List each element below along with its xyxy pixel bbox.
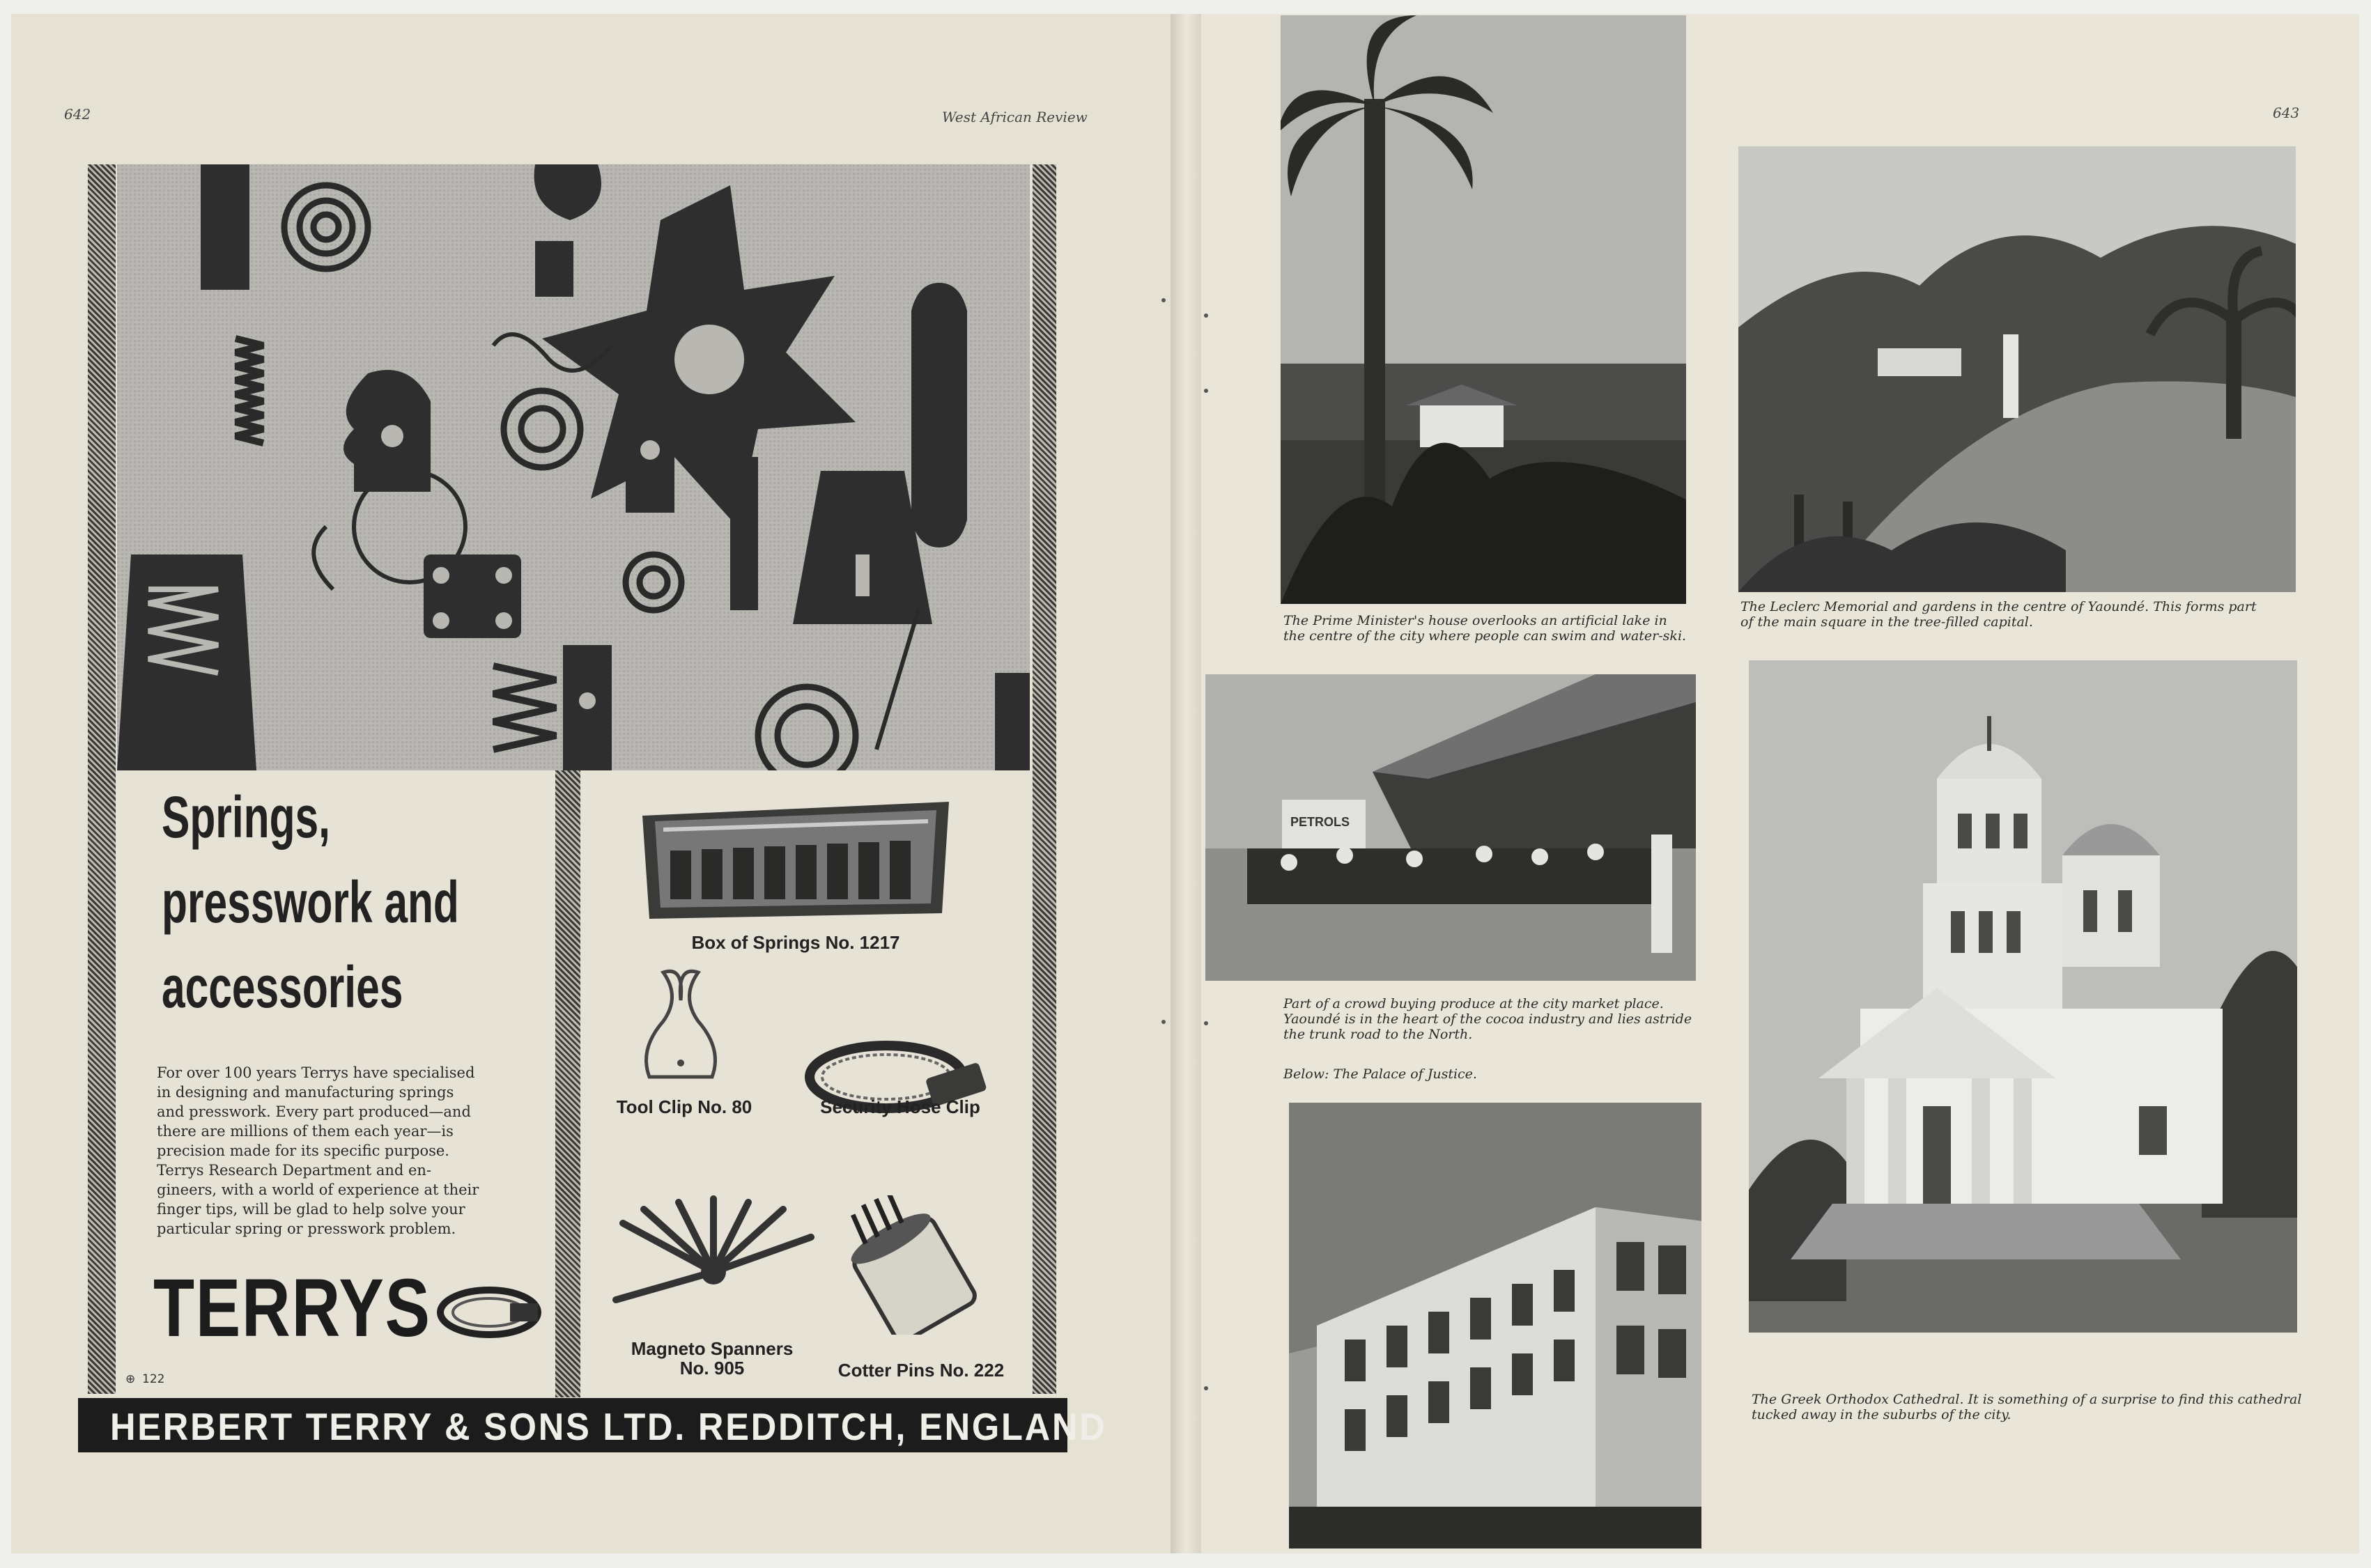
ad-headline-line-3: accessories [162,954,403,1020]
right-page-number: 643 [2273,104,2300,121]
ad-body-line: finger tips, will be glad to help solve your [157,1201,465,1218]
photo-leclerc-memorial [1738,146,2296,592]
photo-palace-of-justice [1289,1103,1701,1548]
caption-palace-intro: Below: The Palace of Justice. [1283,1066,1477,1082]
springs-collage-image [117,164,1030,770]
leclerc-memorial-scene [1738,146,2296,592]
magneto-spanners-label-line-1: Magneto Spanners [631,1338,794,1359]
ad-body-line: particular spring or presswork problem. [157,1220,456,1237]
binding-dot [1204,1386,1208,1390]
prime-minister-house-scene [1281,15,1686,604]
cotter-pins-label: Cotter Pins No. 222 [837,1360,1005,1381]
caption-line: the centre of the city where people can swim and water-ski. [1283,628,1687,644]
palace-of-justice-scene [1289,1103,1701,1548]
photo-prime-minister-house [1281,15,1686,604]
tool-clip-label: Tool Clip No. 80 [616,1096,752,1117]
ad-body-line: For over 100 years Terrys have specialised [157,1064,475,1081]
book-gutter [1171,14,1201,1553]
ad-left-border [88,164,116,1394]
caption-city-market [1283,996,1692,1042]
ad-body-line: there are millions of them each year—is [157,1123,454,1140]
hose-clip-logo-icon [433,1279,545,1345]
magneto-spanners-label [621,1339,803,1378]
ad-headline-line-1: Springs, [162,784,330,850]
cotter-pins-tin-image [837,1195,991,1335]
caption-line: The Prime Minister's house overlooks an artificial lake in [1283,613,1667,628]
binding-dot [1204,1021,1208,1025]
caption-line: tucked away in the suburbs of the city. [1752,1407,2011,1422]
caption-greek-orthodox-cathedral [1752,1392,2301,1422]
city-market-scene [1205,674,1696,981]
photo-city-market [1205,674,1696,981]
ad-headline-line-2: presswork and [162,869,459,935]
left-page-number: 642 [64,106,91,123]
ad-code-marker-icon: ⊕ [125,1372,136,1386]
ad-right-border [1033,164,1056,1394]
ad-body-line: gineers, with a world of experience at their [157,1181,479,1198]
caption-line: Part of a crowd buying produce at the city market place. [1283,996,1664,1011]
ad-code: 122 [142,1372,165,1386]
box-of-springs-image [635,795,956,920]
caption-line: The Greek Orthodox Cathedral. It is something of a surprise to find this cathedral [1752,1392,2302,1407]
ad-footer-text: HERBERT TERRY & SONS LTD. REDDITCH, ENGLAND [110,1405,1107,1448]
ad-body-line: Terrys Research Department and en- [157,1162,432,1179]
caption-leclerc-memorial [1740,599,2257,630]
tool-clip-image [628,958,733,1098]
ad-body-line: and presswork. Every part produced—and [157,1103,471,1120]
binding-dot [1204,313,1208,318]
magneto-spanners-label-line-2: No. 905 [679,1358,745,1379]
terrys-advertisement [78,164,1067,1394]
caption-line: Yaoundé is in the heart of the cocoa industry and lies astride [1283,1011,1692,1027]
greek-orthodox-cathedral-scene [1749,660,2297,1333]
binding-dot [1161,298,1166,302]
caption-line: of the main square in the tree-filled capital. [1740,614,2033,630]
caption-line: the trunk road to the North. [1283,1027,1473,1042]
petrol-sign: PETROLS [1290,815,1350,829]
box-of-springs-label: Box of Springs No. 1217 [691,932,900,953]
binding-dot [1161,1020,1166,1024]
caption-line: The Leclerc Memorial and gardens in the centre of Yaoundé. This forms part [1740,599,2257,614]
caption-prime-minister-house [1283,613,1686,644]
running-head: West African Review [942,109,1088,125]
terrys-logo: TERRYS [153,1262,431,1354]
security-hose-clip-label: Security Hose Clip [820,1096,980,1117]
ad-body-copy [157,1063,540,1239]
photo-greek-orthodox-cathedral [1749,660,2297,1333]
ad-middle-border [555,770,580,1397]
ad-body-line: precision made for its specific purpose. [157,1142,449,1159]
magneto-spanners-image [602,1195,825,1321]
ad-body-line: in designing and manufacturing springs [157,1084,454,1101]
binding-dot [1204,389,1208,393]
